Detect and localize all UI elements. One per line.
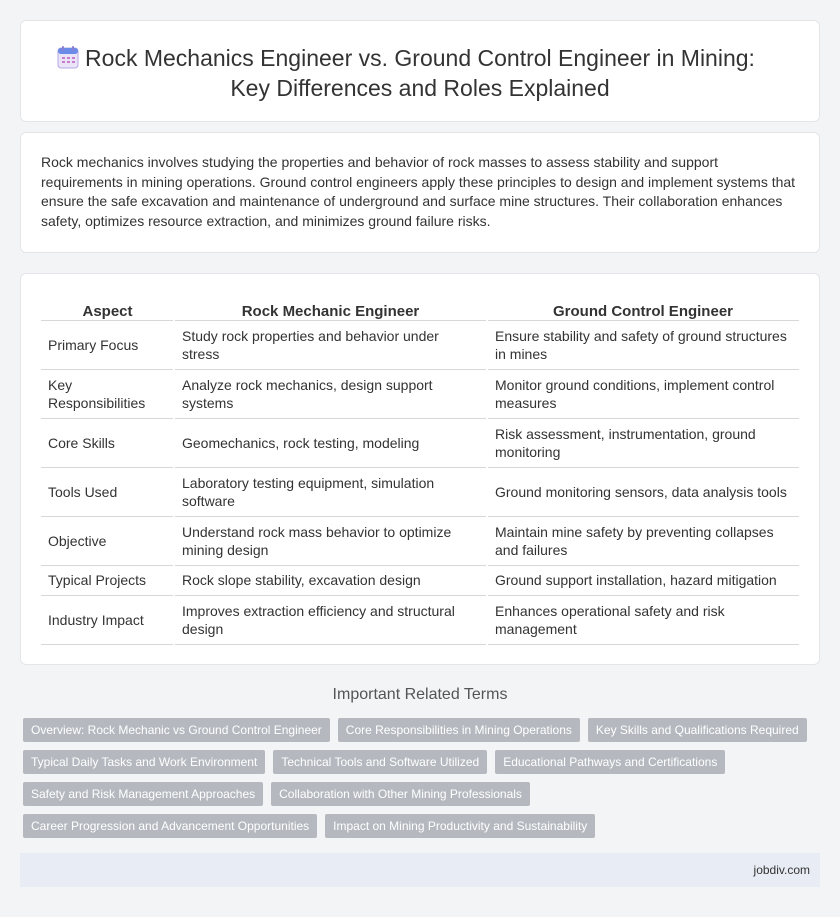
related-terms-heading: Important Related Terms [332, 686, 508, 703]
comparison-card [20, 273, 820, 665]
page-title-line-2: Key Differences and Roles Explained [230, 75, 610, 101]
table-cell-ground: Maintain mine safety by preventing collapses and failures [487, 516, 799, 565]
table-cell-aspect: Industry Impact [41, 595, 174, 644]
table-row [41, 369, 799, 418]
related-term-tag[interactable]: Key Skills and Qualifications Required [588, 718, 807, 742]
page-title-line-1: Rock Mechanics Engineer vs. Ground Control Engineer in Mining: [85, 45, 755, 71]
header-card [20, 20, 820, 122]
table-cell-aspect: Primary Focus [41, 320, 174, 369]
table-cell-rock: Geomechanics, rock testing, modeling [174, 418, 487, 467]
table-cell-rock: Rock slope stability, excavation design [174, 565, 487, 595]
table-row [41, 565, 799, 595]
table-cell-ground: Risk assessment, instrumentation, ground monitoring [487, 418, 799, 467]
footer [20, 853, 820, 887]
table-cell-rock: Analyze rock mechanics, design support systems [174, 369, 487, 418]
header-ground-control: Ground Control Engineer [487, 296, 799, 320]
table-cell-rock: Laboratory testing equipment, simulation software [174, 467, 487, 516]
related-term-tag[interactable]: Safety and Risk Management Approaches [23, 782, 263, 806]
table-header-row [41, 296, 799, 320]
page-title [21, 43, 819, 103]
table-row [41, 595, 799, 644]
table-cell-rock: Improves extraction efficiency and structural design [174, 595, 487, 644]
table-cell-ground: Ground support installation, hazard mitigation [487, 565, 799, 595]
table-cell-aspect: Tools Used [41, 467, 174, 516]
intro-card [20, 132, 820, 253]
related-term-tag[interactable]: Core Responsibilities in Mining Operations [338, 718, 580, 742]
footer-site-link[interactable]: jobdiv.com [753, 863, 810, 877]
table-cell-ground: Ground monitoring sensors, data analysis tools [487, 467, 799, 516]
related-term-tag[interactable]: Typical Daily Tasks and Work Environment [23, 750, 265, 774]
table-row [41, 516, 799, 565]
related-term-tag[interactable]: Overview: Rock Mechanic vs Ground Control Engineer [23, 718, 330, 742]
table-row [41, 320, 799, 369]
table-cell-ground: Enhances operational safety and risk management [487, 595, 799, 644]
table-cell-aspect: Typical Projects [41, 565, 174, 595]
related-term-tag[interactable]: Technical Tools and Software Utilized [273, 750, 487, 774]
intro-paragraph: Rock mechanics involves studying the properties and behavior of rock masses to assess stability and support requirements in mining operations. Ground control engineers apply these principles to design and implement systems that ensure the safe excavation and maintenance of underground and surface mine structures. Their collaboration enhances safety, optimizes resource extraction, and minimizes ground failure risks. [41, 154, 796, 229]
related-term-tag[interactable]: Career Progression and Advancement Opportunities [23, 814, 317, 838]
related-terms-tags [23, 718, 823, 846]
related-term-tag[interactable]: Impact on Mining Productivity and Sustainability [325, 814, 595, 838]
header-aspect: Aspect [41, 296, 174, 320]
table-row [41, 467, 799, 516]
table-cell-ground: Ensure stability and safety of ground structures in mines [487, 320, 799, 369]
table-cell-aspect: Core Skills [41, 418, 174, 467]
related-term-tag[interactable]: Educational Pathways and Certifications [495, 750, 725, 774]
header-rock-mechanic: Rock Mechanic Engineer [174, 296, 487, 320]
table-cell-aspect: Objective [41, 516, 174, 565]
related-term-tag[interactable]: Collaboration with Other Mining Professionals [271, 782, 530, 806]
comparison-table [41, 296, 799, 645]
table-cell-ground: Monitor ground conditions, implement control measures [487, 369, 799, 418]
table-cell-aspect: Key Responsibilities [41, 369, 174, 418]
table-cell-rock: Study rock properties and behavior under stress [174, 320, 487, 369]
table-cell-rock: Understand rock mass behavior to optimize mining design [174, 516, 487, 565]
table-row [41, 418, 799, 467]
